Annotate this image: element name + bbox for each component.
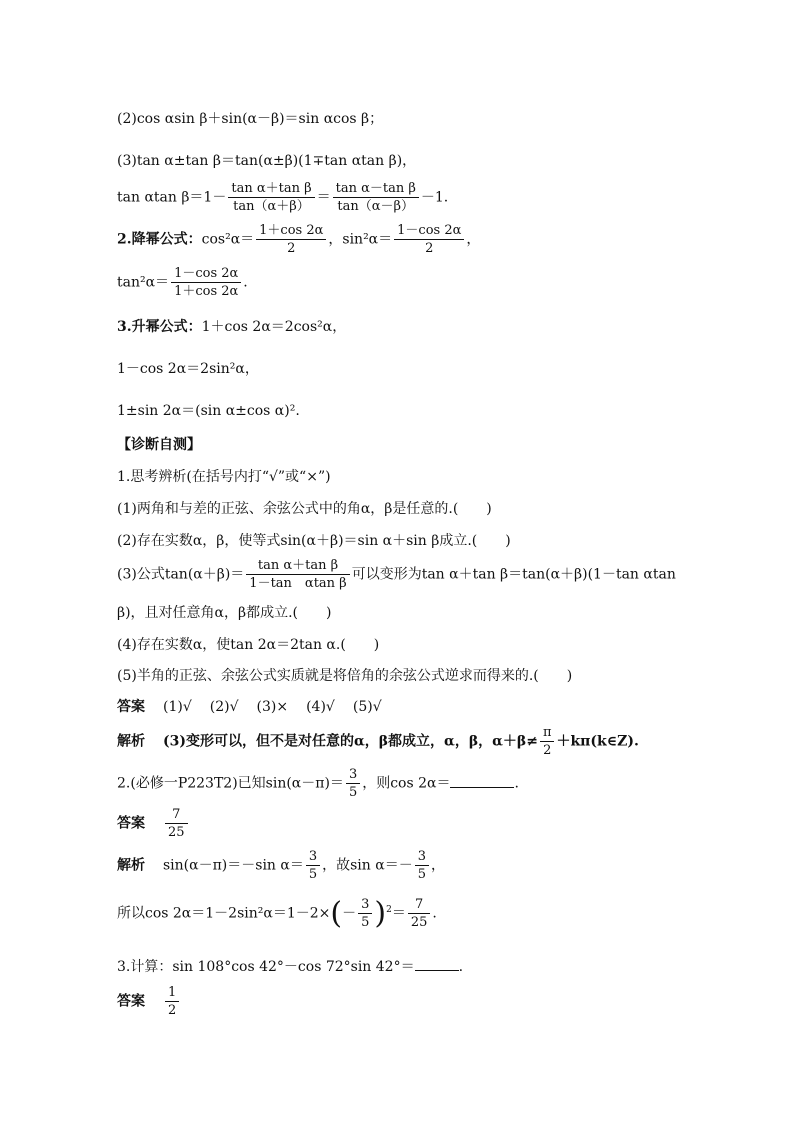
fraction: $\frac{\pi}{2}$	[540, 724, 555, 759]
answer-blank	[450, 773, 514, 788]
formula-line-2: (2)cos αsin β＋sin(α－β)＝sin αcos β；	[117, 111, 384, 127]
tan-squared-formula: tan²α＝ $\frac{1-\cos 2\alpha}{1+\cos 2\alpha}$ .	[117, 266, 248, 299]
formula-tan-product: tan αtan β＝1－ $\frac{\text{tan α＋tan β}}{\tan(\alpha+\beta)}$ ＝ $\frac{\text{tan α－tan β}}{\tan(\alpha-\beta)}$ －1.	[117, 181, 449, 214]
fraction: $\frac{3}{5}$	[306, 848, 320, 883]
fraction: $\frac{1+\cos 2\alpha}{2}$	[256, 222, 326, 257]
answer-3: 答案 $\frac{1}{2}$	[117, 984, 181, 1019]
question-3: 3.计算：sin 108°cos 42°－cos 72°sin 42°＝ .	[117, 956, 463, 976]
fraction: $\frac{1-\cos 2\alpha}{1+\cos 2\alpha}$	[171, 265, 241, 300]
explanation-2: 解析 sin(α－π)＝－sin α＝ $\frac{3}{5}$ ，故sin α＝－ $\frac{3}{5}$ ，	[117, 849, 445, 882]
fraction: $\frac{7}{25}$	[408, 896, 431, 931]
power-raising-formula: 3.升幂公式：1＋cos 2α＝2cos²α，	[117, 319, 347, 335]
question-2: 2.(必修一P223T2)已知sin(α－π)＝ $\frac{3}{5}$ ，则cos 2α＝ .	[117, 767, 519, 800]
answer-1: 答案 (1)√ (2)√ (3)× (4)√ (5)√	[117, 699, 382, 715]
formula-line-3: (3)tan α±tan β＝tan(α±β)(1∓tan αtan β)，	[117, 153, 417, 169]
explanation-2-cont: 所以cos 2α＝1－2sin²α＝1－2×(－ $\frac{3}{5}$ )$^2$＝ $\frac{7}{25}$ .	[117, 895, 437, 931]
question-1: 1.思考辨析(在括号内打“√”或“×”)	[117, 469, 331, 485]
question-1-4: (4)存在实数α，使tan 2α＝2tan α.( )	[117, 637, 380, 653]
fraction: $\frac{\text{tan α＋tan β}}{\tan(\alpha+\beta)}$	[228, 180, 314, 215]
question-1-2: (2)存在实数α，β，使等式sin(α＋β)＝sin α＋sin β成立.( )	[117, 533, 511, 549]
fraction: $\frac{3}{5}$	[358, 896, 372, 931]
fraction: $\frac{3}{5}$	[415, 848, 429, 883]
question-1-1: (1)两角和与差的正弦、余弦公式中的角α，β是任意的.( )	[117, 501, 492, 517]
question-1-3-cont: β)，且对任意角α，β都成立.( )	[117, 605, 332, 621]
fraction: $\frac{7}{25}$	[165, 806, 188, 841]
fraction: $\frac{3}{5}$	[346, 766, 360, 801]
question-1-5: (5)半角的正弦、余弦公式实质就是将倍角的余弦公式逆求而得来的.( )	[117, 668, 573, 684]
answer-blank	[415, 956, 459, 971]
formula-line-7: 1－cos 2α＝2sin²α，	[117, 361, 259, 377]
question-1-3: (3)公式tan(α＋β)＝ $\frac{\text{tan α＋tan β}}{\text{1－tan αtan β}}$ 可以变形为tan α＋tan β＝tan(α＋β)(1－tan αtan	[117, 558, 676, 591]
explanation-1: 解析 (3)变形可以，但不是对任意的α，β都成立，α，β，α＋β≠ $\frac{\pi}{2}$ ＋kπ(k∈Z).	[117, 725, 639, 758]
formula-line-8: 1±sin 2α＝(sin α±cos α)².	[117, 403, 300, 419]
power-reduction-formula: 2.降幂公式：cos²α＝ $\frac{1+\cos 2\alpha}{2}$ ，sin²α＝ $\frac{1-\cos 2\alpha}{2}$ ，	[117, 223, 481, 256]
section-heading: 【诊断自测】	[117, 437, 201, 453]
fraction: $\frac{\text{tan α－tan β}}{\tan(\alpha-\beta)}$	[333, 180, 419, 215]
fraction: $\frac{1-\cos 2\alpha}{2}$	[394, 222, 464, 257]
answer-2: 答案 $\frac{7}{25}$	[117, 806, 190, 841]
fraction: $\frac{\text{tan α＋tan β}}{\text{1－tan αtan β}}$	[246, 557, 349, 592]
fraction: $\frac{1}{2}$	[165, 984, 179, 1019]
